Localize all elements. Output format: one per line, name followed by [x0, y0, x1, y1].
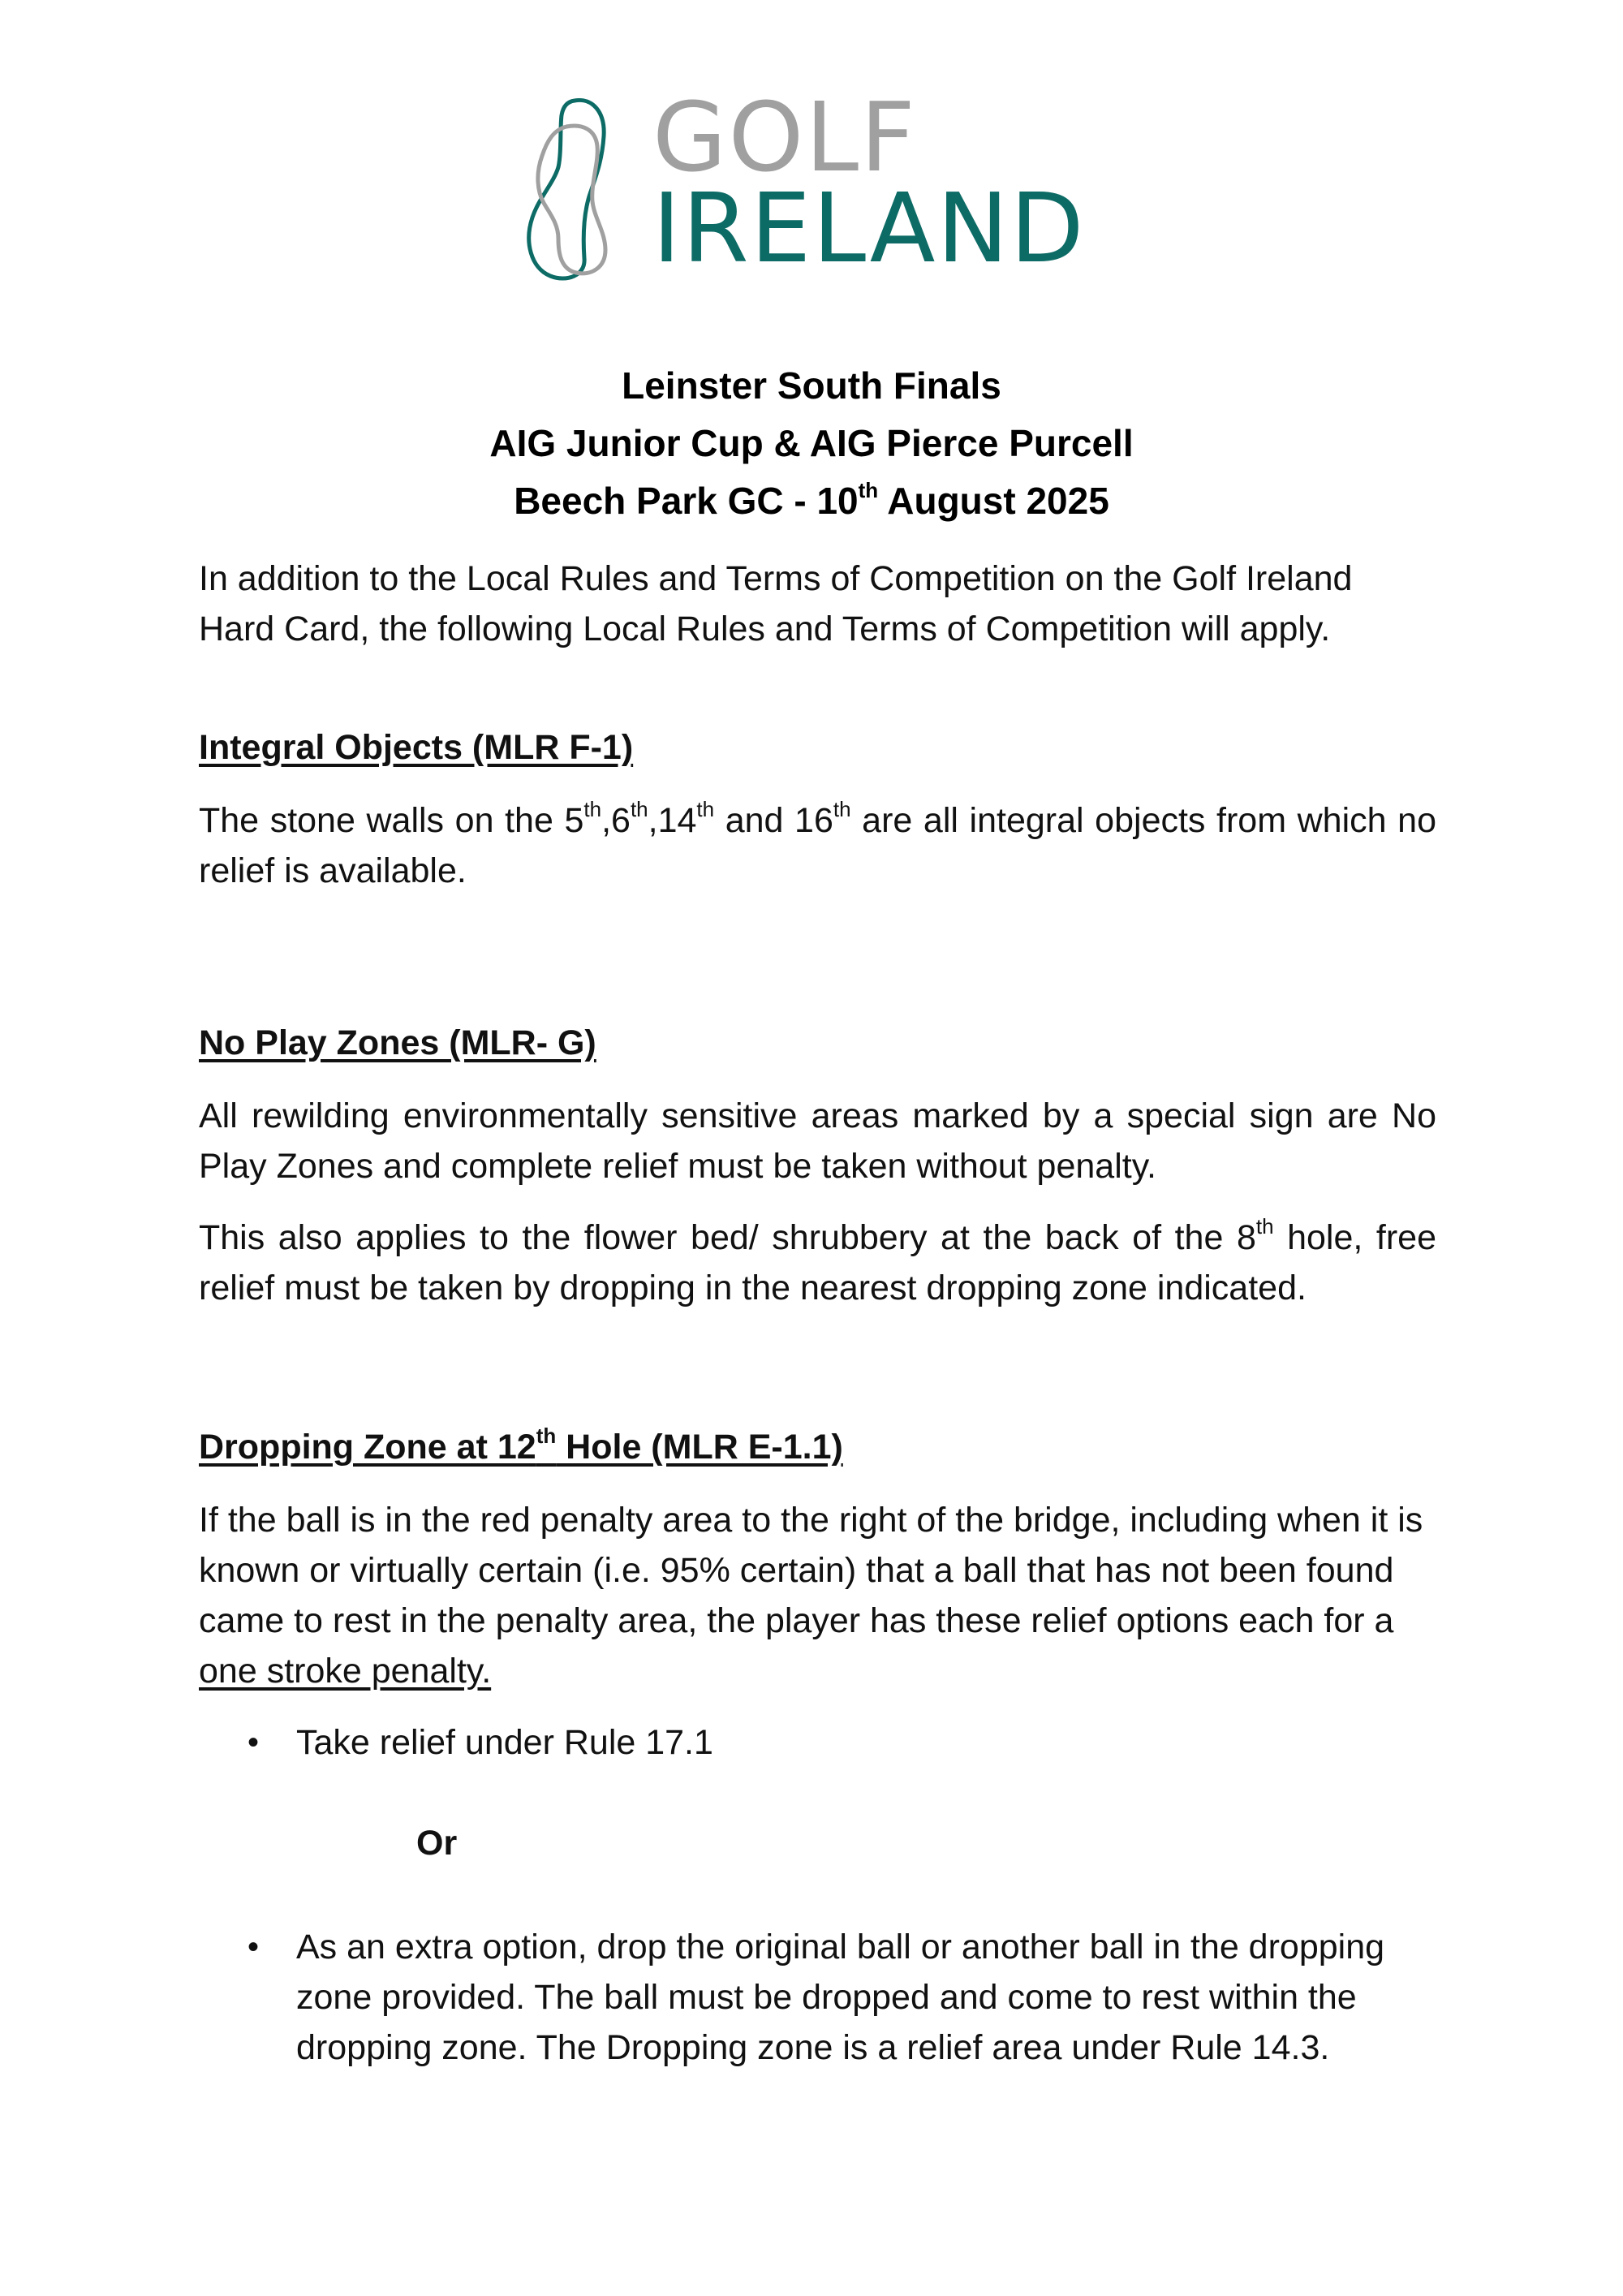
title-line-competitions: AIG Junior Cup & AIG Pierce Purcell — [489, 422, 1134, 464]
ordinal-suffix: th — [630, 796, 648, 821]
title-line-event: Leinster South Finals — [622, 364, 1001, 407]
relief-options-list — [199, 1717, 1436, 1768]
text-run: If the ball is in the red penalty area to the right of the bridge, including when it is known or virtually certain (i.e. 95% certain) that a ball that has not been found came to rest in the penalty area, the player has these relief options each for a — [199, 1501, 1423, 1640]
ordinal-suffix: th — [1255, 1213, 1274, 1238]
logo-ireland-text: IRELAND — [652, 172, 1086, 284]
ordinal-suffix: th — [536, 1423, 557, 1448]
no-play-zones-paragraph: All rewilding environmentally sensitive areas marked by a special sign are No Play Zones and complete relief must be taken without penalty. — [199, 1096, 1436, 1186]
or-separator: Or — [416, 1824, 458, 1863]
list-item — [248, 1717, 1436, 1768]
integral-objects-paragraph — [199, 795, 1436, 896]
bullet-icon: • — [248, 1725, 260, 1760]
venue-date-prefix: Beech Park GC - 10 — [514, 480, 859, 522]
penalty-emphasis: one stroke penalty. — [199, 1652, 492, 1691]
text-run: are all integral objects from which no relief is available. — [199, 801, 1436, 890]
bullet-icon: • — [248, 1929, 260, 1965]
section-heading: Integral Objects (MLR F-1) — [199, 728, 634, 767]
text-run: Dropping Zone at 12 — [199, 1428, 536, 1467]
flower-bed-paragraph — [199, 1213, 1436, 1313]
document-title — [0, 357, 1623, 530]
text-run: and 16 — [714, 801, 833, 840]
venue-date-suffix: August 2025 — [878, 480, 1109, 522]
text-run: ,14 — [648, 801, 697, 840]
text-run: The stone walls on the 5 — [199, 801, 584, 840]
option-text: Take relief under Rule 17.1 — [296, 1723, 713, 1762]
ordinal-suffix: th — [858, 477, 879, 502]
option-text: As an extra option, drop the original ball or another ball in the dropping zone provided. The ball must be dropped and come to rest within the dropping zone. The Dropping zone is a relief area under Rule 14.3. — [296, 1928, 1385, 2067]
section-dropping-zone — [199, 1422, 1436, 2073]
section-heading: No Play Zones (MLR- G) — [199, 1023, 596, 1062]
list-item — [248, 1922, 1436, 2073]
document-body — [199, 554, 1436, 2073]
title-line-venue-date — [0, 472, 1623, 530]
text-run: ,6 — [601, 801, 631, 840]
logo-golf-text: GOLF — [652, 81, 917, 193]
dropping-zone-paragraph — [199, 1495, 1436, 1696]
ordinal-suffix: th — [696, 796, 715, 821]
section-integral-objects — [199, 722, 1436, 896]
text-run: Hole (MLR E-1.1) — [556, 1428, 843, 1467]
golf-ireland-logo — [526, 81, 1110, 284]
text-run: This also applies to the flower bed/ shrubbery at the back of the 8 — [199, 1218, 1256, 1257]
text-run: hole, free relief must be taken by dropping in the nearest dropping zone indicated. — [199, 1218, 1436, 1307]
ordinal-suffix: th — [583, 796, 602, 821]
section-heading — [199, 1422, 1436, 1472]
intro-paragraph: In addition to the Local Rules and Terms of Competition on the Golf Ireland Hard Card, the following Local Rules and Terms of Competition will apply. — [199, 559, 1353, 648]
relief-options-list-continued — [199, 1922, 1436, 2073]
ordinal-suffix: th — [833, 796, 851, 821]
section-no-play-zones — [199, 1018, 1436, 1313]
